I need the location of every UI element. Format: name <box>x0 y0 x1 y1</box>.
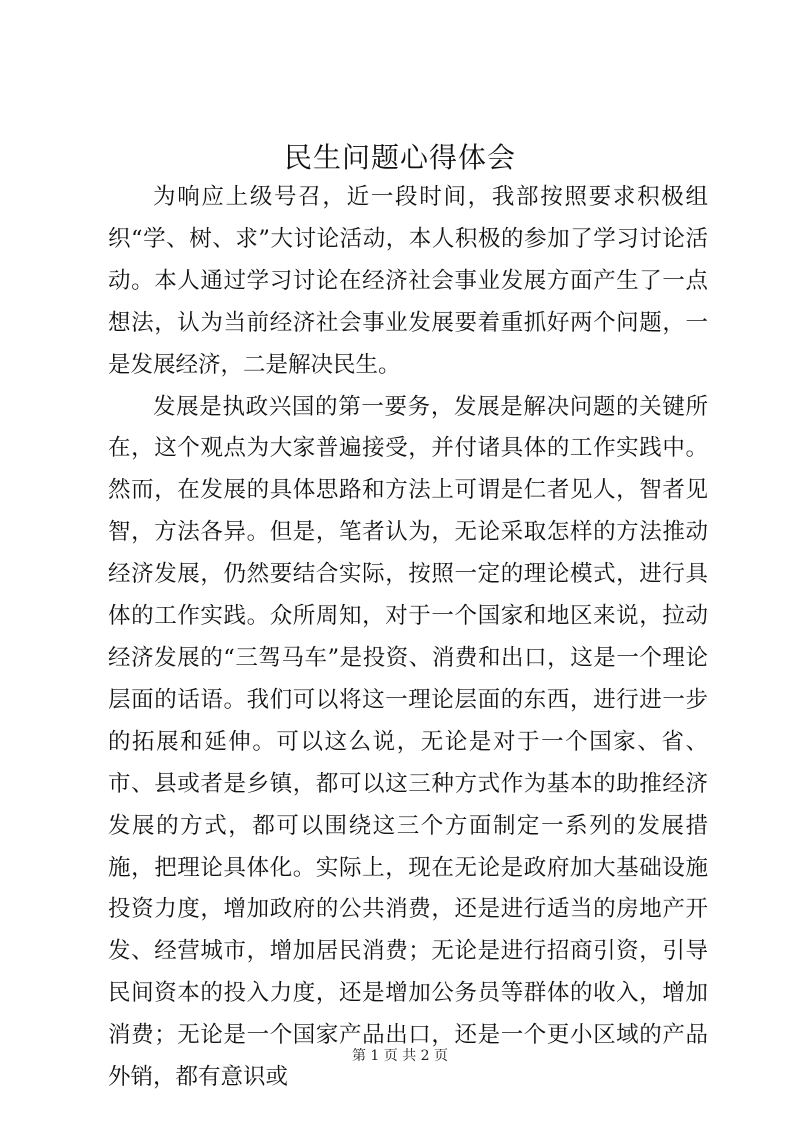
paragraph-intro: 为响应上级号召，近一段时间，我部按照要求积极组织“学、树、求”大讨论活动，本人积极的参加了学习讨论活动。本人通过学习讨论在经济社会事业发展方面产生了一点想法，认为当前经济社会事业发展要着重抓好两个问题，一是发展经济，二是解决民生。 <box>108 184 708 378</box>
document-body <box>108 177 708 1099</box>
page-footer: 第 1 页 共 2 页 <box>351 1048 449 1064</box>
paragraph-development: 发展是执政兴国的第一要务，发展是解决问题的关键所在，这个观点为大家普遍接受，并付诸具体的工作实践中。然而，在发展的具体思路和方法上可谓是仁者见人，智者见智，方法各异。但是，笔者认为，无论采取怎样的方法推动经济发展，仍然要结合实际，按照一定的理论模式，进行具体的工作实践。众所周知，对于一个国家和地区来说，拉动经济发展的“三驾马车”是投资、消费和出口，这是一个理论层面的话语。我们可以将这一理论层面的东西，进行进一步的拓展和延伸。可以这么说，无论是对于一个国家、省、市、县或者是乡镇，都可以这三种方式作为基本的助推经济发展的方式，都可以围绕这三个方面制定一系列的发展措施，把理论具体化。实际上，现在无论是政府加大基础设施投资力度，增加政府的公共消费，还是进行适当的房地产开发、经营城市，增加居民消费；无论是进行招商引资，引导民间资本的投入力度，还是增加公务员等群体的收入，增加消费；无论是一个国家产品出口，还是一个更小区域的产品外销，都有意识或 <box>108 393 708 1091</box>
document-title: 民生问题心得体会 <box>283 141 516 174</box>
